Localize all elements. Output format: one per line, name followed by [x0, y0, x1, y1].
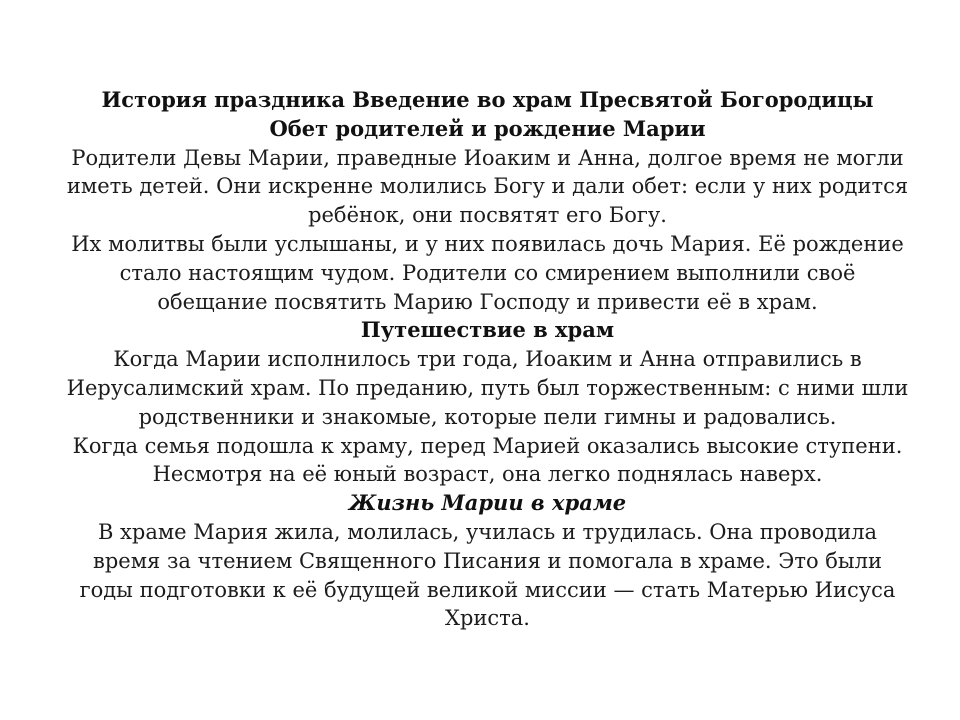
paragraph-vow-2: Их молитвы были услышаны, и у них появилась дочь Мария. Её рождение стало настоящим чудом. Родители со смирением выполнили своё обещание посвятить Марию Господу и привести её в храм.: [71, 231, 904, 314]
section-heading-vow: Обет родителей и рождение Марии: [269, 115, 706, 141]
section-heading-journey: Путешествие в храм: [360, 317, 615, 343]
paragraph-temple-life-1: В храме Мария жила, молилась, училась и трудилась. Она проводила время за чтением Священного Писания и помогала в храме. Это были годы подготовки к её будущей великой миссии — стать Матерью Иисуса Христа.: [79, 519, 896, 631]
paragraph-journey-1: Когда Марии исполнилось три года, Иоаким и Анна отправились в Иерусалимский храм. По преданию, путь был торжественным: с ними шли родственники и знакомые, которые пели гимны и радовались.: [66, 347, 909, 429]
document-body: [60, 86, 915, 633]
paragraph-journey-2: Когда семья подошла к храму, перед Марией оказались высокие ступени. Несмотря на её юный возраст, она легко поднялась наверх.: [72, 433, 903, 487]
section-heading-temple-life: Жизнь Марии в храме: [348, 490, 627, 516]
document-title: История праздника Введение во храм Пресвятой Богородицы: [101, 87, 874, 112]
paragraph-vow-1: Родители Девы Марии, праведные Иоаким и Анна, долгое время не могли иметь детей. Они искренне молились Богу и дали обет: если у них родится ребёнок, они посвятят его Богу.: [66, 145, 909, 228]
